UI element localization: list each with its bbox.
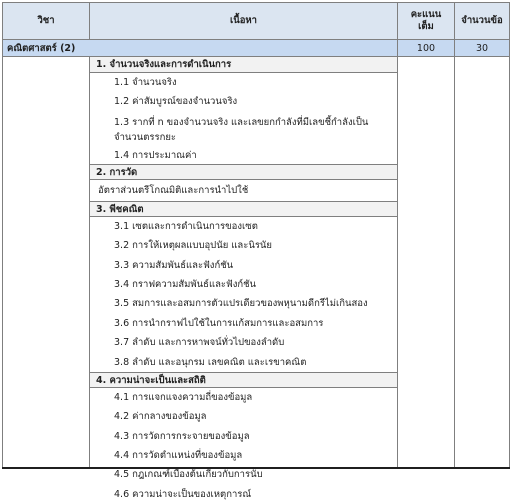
subject-count: 30 xyxy=(455,40,510,57)
topic-item: 4.5 กฎเกณฑ์เบื้องต้นเกี่ยวกับการนับ xyxy=(114,469,263,481)
topic-item: 3.3 ความสัมพันธ์และฟังก์ชัน xyxy=(114,259,234,271)
count-column-body xyxy=(455,57,510,468)
topic-item: 3.8 ลำดับ และอนุกรม เลขคณิต และเรขาคณิต xyxy=(114,356,307,368)
header-question-count: จำนวนข้อ xyxy=(455,2,510,40)
topic-item: 4.3 การวัดการกระจายของข้อมูล xyxy=(114,430,250,442)
syllabus-table xyxy=(2,2,510,500)
topic-item: 4.4 การวัดตำแหน่งที่ของข้อมูล xyxy=(114,450,243,462)
topic-item: 4.1 การแจกแจงความถี่ของข้อมูล xyxy=(114,391,253,403)
score-column-body xyxy=(398,57,455,468)
subject-column-body xyxy=(2,57,90,468)
topic-item: 1.4 การประมาณค่า xyxy=(114,149,197,161)
table-bottom-border xyxy=(2,467,510,469)
subject-name: คณิตศาสตร์ (2) xyxy=(2,40,398,57)
topic-item: 1.3 รากที่ n ของจำนวนจริง และเลขยกกำลังที่มีเลขชี้กำลังเป็นจำนวนตรรกยะ xyxy=(114,116,369,143)
topic-item: 3.5 สมการและอสมการตัวแปรเดียวของพหุนามดีกรีไม่เกินสอง xyxy=(114,298,368,310)
topic-item: 4.2 ค่ากลางของข้อมูล xyxy=(114,411,207,423)
table-header xyxy=(2,2,510,40)
header-full-score xyxy=(398,2,455,40)
unit-title: 1. จำนวนจริงและการดำเนินการ xyxy=(90,57,397,73)
header-score-line1: คะแนน xyxy=(410,9,442,20)
unit-title: 3. พีชคณิต xyxy=(90,201,397,217)
topic-item: 4.6 ความน่าจะเป็นของเหตุการณ์ xyxy=(114,488,252,500)
topic-item: 1.2 ค่าสัมบูรณ์ของจำนวนจริง xyxy=(114,96,238,108)
unit-title: 2. การวัด xyxy=(90,164,397,180)
header-content: เนื้อหา xyxy=(90,2,398,40)
subject-row xyxy=(2,40,510,57)
topic-item: 3.7 ลำดับ และการหาพจน์ทั่วไปของลำดับ xyxy=(114,337,285,349)
content-column xyxy=(90,57,398,500)
header-score-line2: เต็ม xyxy=(418,21,434,32)
subject-score: 100 xyxy=(398,40,455,57)
unit-title: 4. ความน่าจะเป็นและสถิติ xyxy=(90,372,397,388)
topic-item: 3.2 การให้เหตุผลแบบอุปนัย และนิรนัย xyxy=(114,240,272,252)
topic-item: 3.6 การนำกราฟไปใช้ในการแก้สมการและอสมการ xyxy=(114,317,324,329)
topic-item: 3.4 กราฟความสัมพันธ์และฟังก์ชัน xyxy=(114,278,257,290)
topic-item: อัตราส่วนตรีโกณมิติและการนำไปใช้ xyxy=(98,184,249,196)
header-subject: วิชา xyxy=(2,2,90,40)
topic-item: 3.1 เซตและการดำเนินการของเซต xyxy=(114,220,258,232)
topic-item: 1.1 จำนวนจริง xyxy=(114,77,177,88)
